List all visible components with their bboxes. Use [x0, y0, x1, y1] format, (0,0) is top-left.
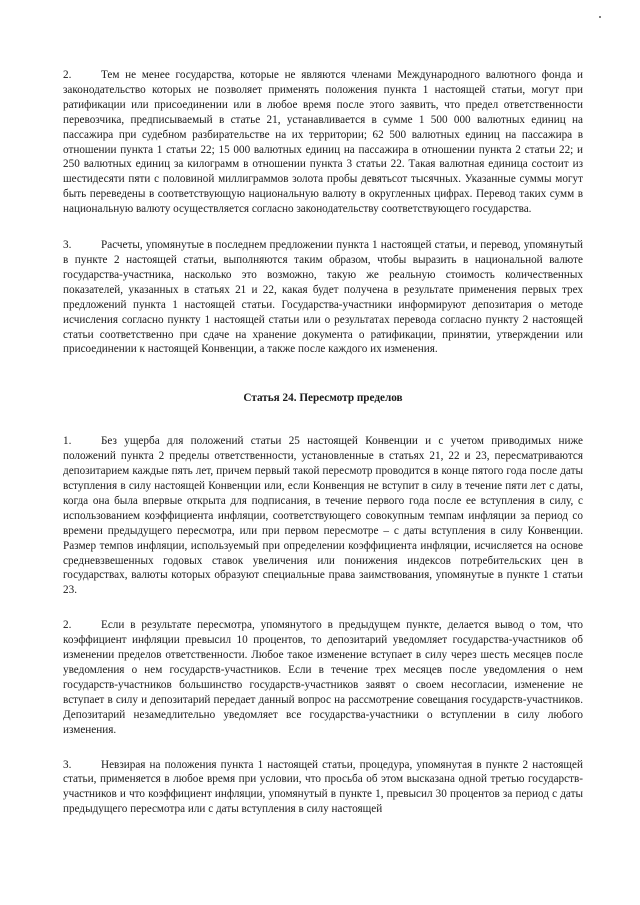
- paragraph-text: Если в результате пересмотра, упомянутого в предыдущем пункте, делается вывод о том, что коэффициент инфляции превысил 10 процентов, то депозитарий уведомляет государства-участников об изменении пределов ответственности. Любое такое изменение вступает в силу через шесть месяцев после уведомления о нем государств-участников. Если в течение трех месяцев после уведомления о нем государств-участников большинство государств-участников заявят о своем несогласии, изменение не вступает в силу и депозитарий передает данный вопрос на рассмотрение совещания государств-участников. Депозитарий незамедлительно уведомляет все государства-участники о вступлении в силу любого изменения.: [63, 619, 583, 736]
- paragraph-3: [63, 238, 583, 357]
- article-paragraph-2: [63, 618, 583, 737]
- paragraph-2: [63, 68, 583, 217]
- article-paragraph-1: [63, 434, 583, 598]
- paragraph-number: 2.: [63, 619, 72, 632]
- article-paragraph-3: [63, 758, 583, 818]
- paragraph-number: 3.: [63, 239, 72, 252]
- paragraph-number: 1.: [63, 435, 72, 448]
- paragraph-number: 2.: [63, 69, 72, 81]
- paragraph-text: Расчеты, упомянутые в последнем предложении пункта 1 настоящей статьи, и перевод, упомянутый в пункте 2 настоящей статьи, выполняются таким образом, чтобы выразить в национальной валюте государства-участника, насколько это возможно, такую же реальную стоимость количественных показателей, указанных в статьях 21 и 22, какая будет получена в результате применения первых трех предложений пункта 1 настоящей статьи. Государства-участники информируют депозитария о методе исчисления согласно пункту 1 настоящей статьи или о результатах перевода согласно пункту 2 настоящей статьи соответственно при сдаче на хранение документа о ратификации, принятии, утверждении или присоединении к настоящей Конвенции, а также после каждого их изменения.: [63, 239, 583, 356]
- scan-speck: [599, 16, 601, 18]
- paragraph-number: 3.: [63, 758, 72, 771]
- paragraph-text: Без ущерба для положений статьи 25 настоящей Конвенции и с учетом приводимых ниже положений пункта 2 пределы ответственности, установленные в статьях 21, 22 и 23, пересматриваются депозитарием каждые пять лет, причем первый такой пересмотр проводится в конце пятого года после даты вступления в силу настоящей Конвенции или, если Конвенция не вступит в силу в течение пяти лет с даты, когда она была впервые открыта для подписания, в течение первого года после ее вступления в силу, с использованием коэффициента инфляции, соответствующего совокупным темпам инфляции за период со времени предыдущего пересмотра, или при первом пересмотре – с даты вступления в силу Конвенции. Размер темпов инфляции, используемый при определении коэффициента инфляции, исчисляется на основе средневзвешенных годовых ставок увеличения или понижения индексов потребительских цен в государствах, валюты которых образуют специальные права заимствования, упомянутые в пункте 1 статьи 23.: [63, 435, 583, 597]
- paragraph-text: Тем не менее государства, которые не являются членами Международного валютного фонда и законодательство которых не позволяет применять положения пункта 1 настоящей статьи, могут при ратификации или присоединении или в любое время после этого заявить, что предел ответственности перевозчика, предписываемый в статье 21, устанавливается в сумме 1 500 000 валютных единиц на пассажира при судебном разбирательстве на их территории; 62 500 валютных единиц на пассажира в отношении пункта 1 статьи 22; 15 000 валютных единиц на пассажира в отношении пункта 2 статьи 22; и 250 валютных единиц за килограмм в отношении пункта 3 статьи 22. Такая валютная единица состоит из шестидесяти пяти с половиной миллиграммов золота пробы девятьсот тысячных. Указанные суммы могут быть переведены в соответствующую национальную валюту в округленных цифрах. Перевод таких сумм в национальную валюту осуществляется согласно законодательству соответствующего государства.: [63, 69, 583, 216]
- article-heading: Статья 24. Пересмотр пределов: [243, 392, 403, 405]
- paragraph-text: Невзирая на положения пункта 1 настоящей статьи, процедура, упомянутая в пункте 2 настоящей статьи, применяется в любое время при условии, что просьба об этом высказана одной третью государств-участников и что коэффициент инфляции, упомянутый в пункте 1, превысил 30 процентов за период с даты предыдущего пересмотра или с даты вступления в силу настоящей: [63, 758, 583, 816]
